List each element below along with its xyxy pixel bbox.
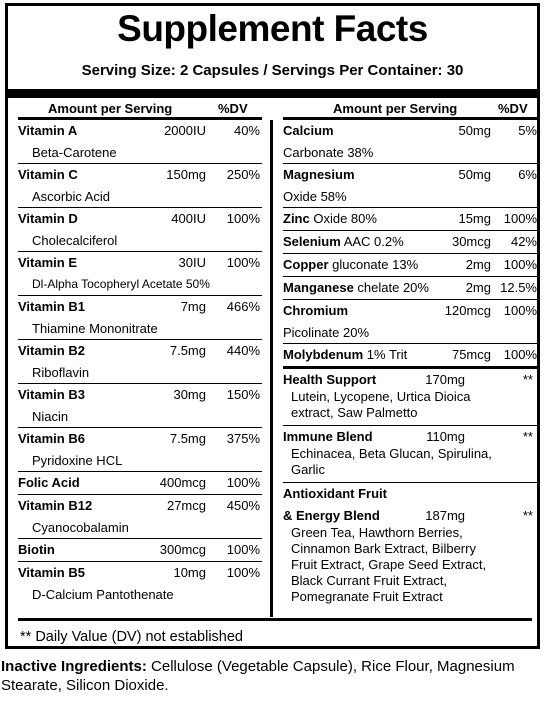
- mineral-name: Calcium: [283, 123, 334, 138]
- nutrient-row: [18, 562, 262, 605]
- mineral-dv: 100%: [503, 257, 537, 272]
- nutrient-amount: 7.5mg: [169, 431, 206, 446]
- nutrient-source: Riboflavin: [32, 365, 90, 380]
- nutrient-row: [18, 472, 262, 495]
- nutrient-dv: 375%: [226, 431, 260, 446]
- mineral-name: Zinc: [283, 211, 310, 226]
- mineral-label: [283, 167, 355, 182]
- blend-ingredients: [283, 389, 539, 425]
- mineral-amount: 120mcg: [444, 303, 491, 318]
- nutrient-source: Ascorbic Acid: [32, 189, 111, 204]
- mineral-label: [283, 303, 348, 318]
- nutrient-amount: 2000IU: [164, 123, 206, 138]
- nutrient-name: Vitamin B6: [18, 431, 85, 446]
- mineral-label: [283, 211, 377, 226]
- nutrient-row: [18, 296, 262, 340]
- nutrient-dv: 150%: [226, 387, 260, 402]
- nutrient-row: [18, 539, 262, 562]
- mineral-name: Molybdenum: [283, 347, 364, 362]
- mineral-source: Oxide 58%: [283, 189, 347, 204]
- mineral-form: AAC 0.2%: [340, 234, 404, 249]
- blend-name-cont: & Energy Blend: [283, 508, 380, 523]
- nutrient-name: Vitamin B3: [18, 387, 85, 402]
- nutrient-amount: 30IU: [178, 255, 206, 270]
- mineral-row: [283, 231, 539, 254]
- mineral-dv: 42%: [510, 234, 537, 249]
- mineral-form: gluconate 13%: [328, 257, 419, 272]
- mineral-row: [283, 120, 539, 164]
- mineral-label: [283, 280, 429, 295]
- nutrient-name: Folic Acid: [18, 475, 80, 490]
- inactive-ingredients: [1, 657, 541, 695]
- blend-ingredient-line: Garlic: [291, 462, 325, 477]
- nutrient-name: Vitamin A: [18, 123, 78, 138]
- nutrient-name: Vitamin B1: [18, 299, 85, 314]
- blend-ingredients: [283, 525, 539, 609]
- blend-dv: **: [522, 508, 533, 523]
- nutrient-row: [18, 120, 262, 164]
- blend-amount: 187mg: [425, 508, 465, 523]
- blend-ingredient-line: extract, Saw Palmetto: [291, 405, 418, 420]
- nutrient-dv: 450%: [226, 498, 260, 513]
- mineral-name: Chromium: [283, 303, 348, 318]
- nutrient-name: Vitamin B12: [18, 498, 93, 513]
- nutrient-amount: 400mcg: [159, 475, 206, 490]
- mineral-row: [283, 300, 539, 344]
- mineral-dv: 100%: [503, 211, 537, 226]
- mineral-amount: 2mg: [465, 280, 491, 295]
- nutrient-source: Cyanocobalamin: [32, 520, 129, 535]
- mineral-amount: 2mg: [465, 257, 491, 272]
- nutrient-amount: 27mcg: [166, 498, 206, 513]
- inactive-text: Cellulose (Vegetable Capsule), Rice Flour, Magnesium Stearate, Silicon Dioxide.: [1, 658, 515, 694]
- blend-row: [283, 426, 539, 483]
- blend-name: Antioxidant Fruit: [283, 486, 387, 501]
- mineral-form: 1% Trit: [363, 347, 408, 362]
- mineral-label: [283, 123, 334, 138]
- right-column: [283, 98, 539, 609]
- mineral-label: [283, 347, 407, 362]
- blend-row: [283, 369, 539, 426]
- serving-info: Serving Size: 2 Capsules / Servings Per Container: 30: [81, 62, 464, 79]
- blend-dv: **: [522, 429, 533, 444]
- left-header: [18, 98, 262, 120]
- nutrient-source: Thiamine Mononitrate: [32, 321, 158, 336]
- mineral-row: [283, 164, 539, 208]
- nutrient-source: Cholecalciferol: [32, 233, 118, 248]
- mineral-name: Manganese: [283, 280, 354, 295]
- nutrient-dv: 100%: [226, 255, 260, 270]
- nutrient-dv: 100%: [226, 565, 260, 580]
- mineral-form: chelate 20%: [353, 280, 429, 295]
- supplement-facts-panel: [5, 3, 540, 649]
- nutrient-dv: 100%: [226, 542, 260, 557]
- nutrient-amount: 300mcg: [159, 542, 206, 557]
- mineral-dv: 5%: [518, 123, 537, 138]
- right-header-dv: %DV: [498, 101, 528, 116]
- blend-name: Health Support: [283, 372, 377, 387]
- nutrient-source: Niacin: [32, 409, 69, 424]
- blend-ingredient-line: Lutein, Lycopene, Urtica Dioica: [291, 389, 471, 404]
- nutrient-amount: 7mg: [180, 299, 206, 314]
- nutrient-row: [18, 495, 262, 539]
- mineral-source: Carbonate 38%: [283, 145, 374, 160]
- blend-amount: 110mg: [426, 429, 465, 444]
- footnote: ** Daily Value (DV) not established: [20, 629, 243, 645]
- blend-ingredient-line: Green Tea, Hawthorn Berries,: [291, 525, 463, 540]
- nutrient-dv: 466%: [226, 299, 260, 314]
- nutrient-name: Vitamin B5: [18, 565, 85, 580]
- nutrient-row: [18, 252, 262, 296]
- mineral-source: Picolinate 20%: [283, 325, 369, 340]
- mineral-label: [283, 257, 418, 272]
- blend-dv: **: [522, 372, 533, 387]
- nutrient-dv: 100%: [226, 475, 260, 490]
- mineral-dv: 100%: [503, 303, 537, 318]
- blend-ingredient-line: Cinnamon Bark Extract, Bilberry: [291, 541, 476, 556]
- blend-ingredient-line: Echinacea, Beta Glucan, Spirulina,: [291, 446, 492, 461]
- left-header-dv: %DV: [218, 101, 248, 116]
- nutrient-amount: 150mg: [166, 167, 206, 182]
- nutrient-row: [18, 384, 262, 428]
- column-divider: [270, 120, 273, 617]
- mineral-name: Magnesium: [283, 167, 355, 182]
- nutrient-dv: 40%: [233, 123, 260, 138]
- mineral-amount: 15mg: [458, 211, 491, 226]
- blend-ingredient-line: Black Currant Fruit Extract,: [291, 573, 448, 588]
- blend-name: Immune Blend: [283, 429, 373, 444]
- mineral-name: Copper: [283, 257, 329, 272]
- nutrient-name: Vitamin D: [18, 211, 78, 226]
- nutrient-name: Vitamin C: [18, 167, 78, 182]
- mineral-amount: 50mg: [458, 167, 491, 182]
- nutrient-dv: 100%: [226, 211, 260, 226]
- nutrient-row: [18, 428, 262, 472]
- inactive-label: Inactive Ingredients:: [1, 658, 147, 675]
- nutrient-amount: 10mg: [173, 565, 206, 580]
- mineral-row: [283, 208, 539, 231]
- blend-ingredient-line: Fruit Extract, Grape Seed Extract,: [291, 557, 487, 572]
- left-column: [18, 98, 262, 605]
- blend-row: [283, 483, 539, 609]
- panel-title: Supplement Facts: [117, 8, 428, 49]
- mineral-amount: 50mg: [458, 123, 491, 138]
- nutrient-dv: 440%: [226, 343, 260, 358]
- nutrient-source: Pyridoxine HCL: [32, 453, 123, 468]
- mineral-label: [283, 234, 404, 249]
- nutrient-row: [18, 340, 262, 384]
- nutrient-amount: 30mg: [173, 387, 206, 402]
- nutrient-name: Vitamin B2: [18, 343, 85, 358]
- mineral-amount: 75mcg: [451, 347, 491, 362]
- mineral-dv: 6%: [518, 167, 537, 182]
- mineral-row: [283, 277, 539, 300]
- blend-ingredient-line: Pomegranate Fruit Extract: [291, 589, 443, 604]
- bottom-divider: [18, 618, 532, 621]
- thick-divider: [8, 89, 537, 98]
- mineral-form: Oxide 80%: [309, 211, 377, 226]
- blend-ingredients: [283, 446, 539, 482]
- blend-amount: 170mg: [425, 372, 465, 387]
- nutrient-row: [18, 208, 262, 252]
- nutrient-row: [18, 164, 262, 208]
- nutrient-amount: 7.5mg: [169, 343, 206, 358]
- nutrient-source: Dl-Alpha Tocopheryl Acetate 50%: [32, 277, 210, 291]
- nutrient-name: Biotin: [18, 542, 55, 557]
- nutrient-amount: 400IU: [171, 211, 206, 226]
- mineral-row: [283, 254, 539, 277]
- mineral-name: Selenium: [283, 234, 341, 249]
- left-header-amount: Amount per Serving: [48, 101, 173, 116]
- mineral-dv: 12.5%: [500, 280, 537, 295]
- right-header: [283, 98, 539, 120]
- nutrient-dv: 250%: [226, 167, 260, 182]
- mineral-dv: 100%: [503, 347, 537, 362]
- right-header-amount: Amount per Serving: [333, 101, 458, 116]
- nutrient-name: Vitamin E: [18, 255, 78, 270]
- nutrient-source: D-Calcium Pantothenate: [32, 587, 174, 602]
- nutrient-source: Beta-Carotene: [32, 145, 117, 160]
- mineral-amount: 30mcg: [451, 234, 491, 249]
- mineral-row: [283, 344, 539, 369]
